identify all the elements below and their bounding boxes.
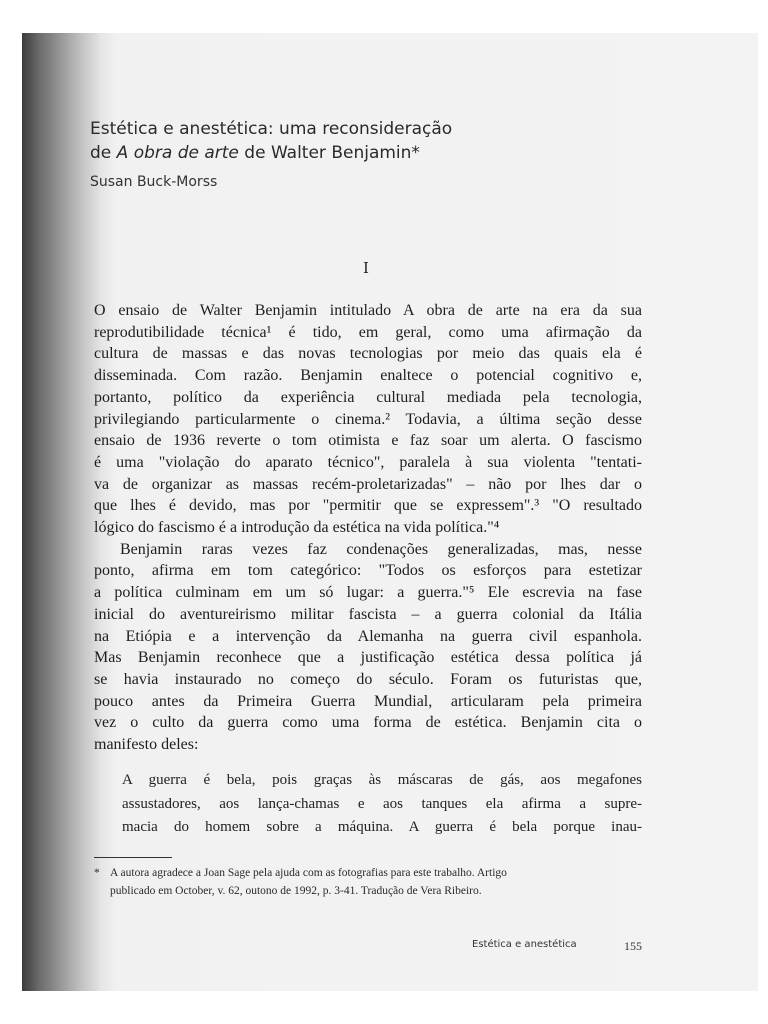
footnote-line-1: A autora agradece a Joan Sage pela ajuda com as fotografias para este trabalho. Artigo bbox=[110, 867, 507, 879]
author-name: Susan Buck-Morss bbox=[90, 174, 218, 190]
title-suffix: de Walter Benjamin* bbox=[238, 143, 420, 163]
body-line: manifesto deles: bbox=[94, 736, 199, 754]
body-line: inicial do aventureirismo militar fascista – a guerra colonial da Itália bbox=[94, 605, 642, 623]
body-line: cultura de massas e das novas tecnologias por meio das quais ela é bbox=[94, 345, 642, 363]
body-line: Mas Benjamin reconhece que a justificação estética dessa política já bbox=[94, 649, 642, 667]
running-footer bbox=[472, 939, 642, 954]
page-content bbox=[22, 33, 758, 991]
running-title: Estética e anestética bbox=[472, 939, 577, 950]
body-line: lógico do fascismo é a introdução da estética na vida política."⁴ bbox=[94, 519, 500, 537]
section-number: I bbox=[363, 259, 369, 277]
body-line: ponto, afirma em tom categórico: "Todos os esforços para estetizar bbox=[94, 562, 642, 580]
body-text bbox=[94, 300, 642, 756]
body-line: se havia instaurado no começo do século. Foram os futuristas que, bbox=[94, 670, 642, 688]
quote-line: A guerra é bela, pois graças às máscaras de gás, aos megafones bbox=[122, 772, 642, 788]
body-line: pouco antes da Primeira Guerra Mundial, articularam pela primeira bbox=[94, 692, 642, 710]
title-prefix: de bbox=[90, 143, 117, 163]
footnote bbox=[94, 864, 642, 900]
footnote-divider bbox=[94, 857, 172, 858]
body-line: Benjamin raras vezes faz condenações generalizadas, mas, nesse bbox=[120, 540, 642, 558]
quote-line: assustadores, aos lança-chamas e aos tanques ela afirma a supre- bbox=[122, 795, 642, 812]
body-line: disseminada. Com razão. Benjamin enaltece o potencial cognitivo e, bbox=[94, 367, 642, 385]
body-line: que lhes é devido, mas por "permitir que se expressem".³ "O resultado bbox=[94, 497, 642, 515]
body-line: ensaio de 1936 reverte o tom otimista e faz soar um alerta. O fascismo bbox=[94, 432, 642, 450]
body-line: O ensaio de Walter Benjamin intitulado A obra de arte na era da sua bbox=[94, 302, 642, 319]
body-line: reprodutibilidade técnica¹ é tido, em geral, como uma afirmação da bbox=[94, 323, 642, 341]
title-italic-work: A obra de arte bbox=[116, 143, 239, 163]
title-line-2 bbox=[90, 141, 650, 165]
quote-line: macia do homem sobre a máquina. A guerra é bela porque inau- bbox=[122, 819, 642, 835]
page-number: 155 bbox=[624, 939, 642, 953]
block-quote bbox=[122, 769, 642, 840]
paragraph-1 bbox=[94, 300, 642, 539]
body-line: vez o culto da guerra como uma forma de estética. Benjamin cita o bbox=[94, 714, 642, 732]
article-title bbox=[90, 117, 650, 165]
footnote-line-2: publicado em October, v. 62, outono de 1992, p. 3-41. Tradução de Vera Ribeiro. bbox=[110, 885, 482, 897]
footnote-marker: * bbox=[94, 867, 100, 879]
body-line: na Etiópia e a intervenção da Alemanha na guerra civil espanhola. bbox=[94, 627, 642, 645]
paragraph-2 bbox=[94, 539, 642, 756]
body-line: va de organizar as massas recém-proletarizadas" – não por lhes dar o bbox=[94, 475, 642, 493]
body-line: a política culminam em um só lugar: a guerra."⁵ Ele escrevia na fase bbox=[94, 584, 642, 602]
body-line: é uma "violação do aparato técnico", paralela à sua violenta "tentati- bbox=[94, 453, 642, 471]
scanned-page bbox=[22, 33, 758, 991]
body-line: privilegiando particularmente o cinema.² Todavia, a última seção desse bbox=[94, 410, 642, 428]
title-line-1: Estética e anestética: uma reconsideração bbox=[90, 119, 453, 139]
body-line: portanto, político da experiência cultural mediada pela tecnologia, bbox=[94, 388, 642, 406]
